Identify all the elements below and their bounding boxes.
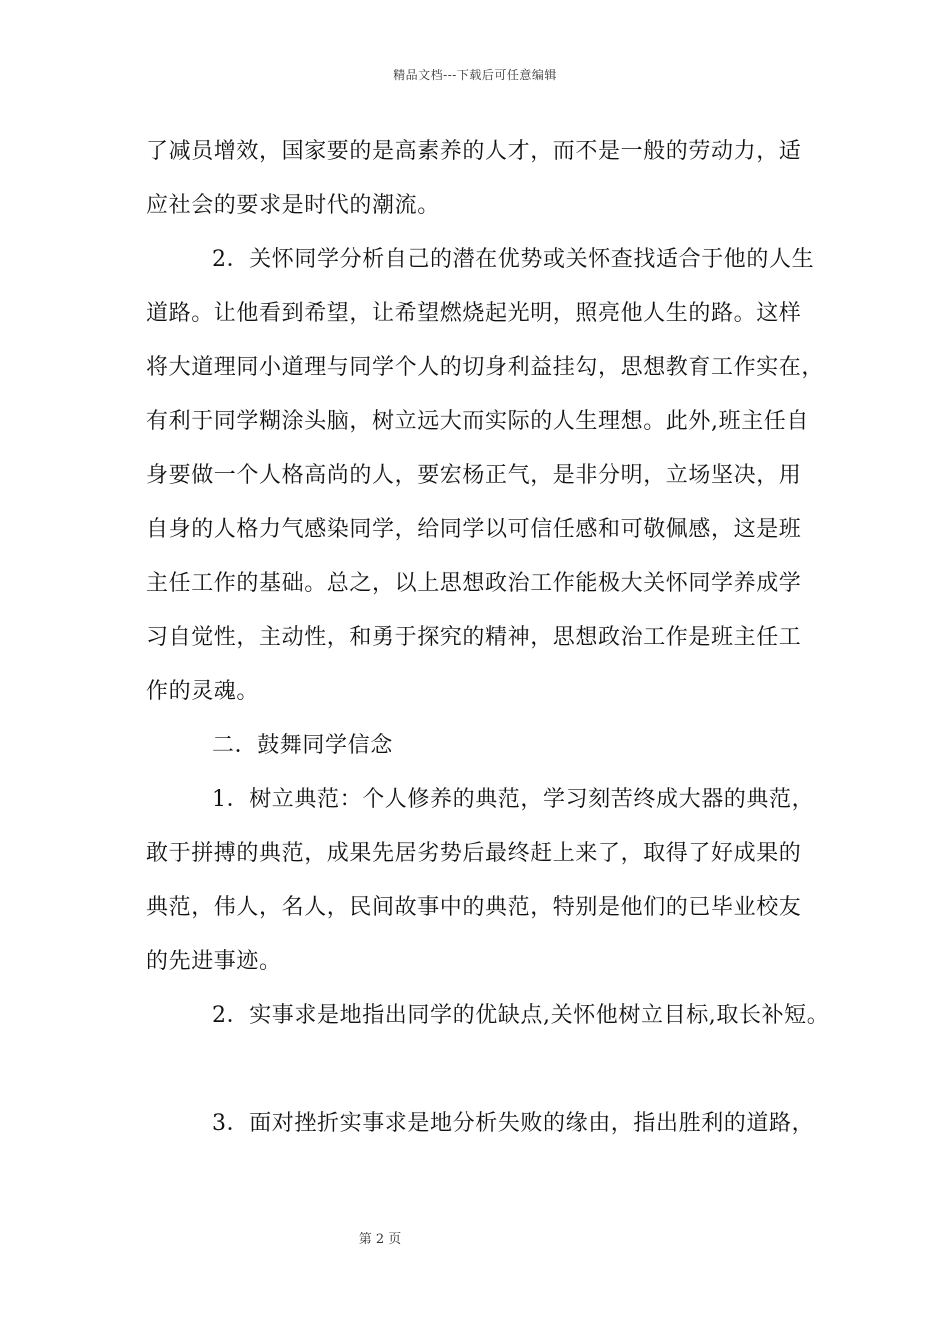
paragraph-line: 敢于拼搏的典范，成果先居劣势后最终赶上来了，取得了好成果的 <box>146 841 802 866</box>
paragraph-line: 身要做一个人格高尚的人，要宏杨正气，是非分明，立场坚决，用 <box>146 463 802 488</box>
paragraph-line: 3．面对挫折实事求是地分析失败的缘由，指出胜利的道路， <box>212 1111 815 1136</box>
paragraph-line: 的先进事迹。 <box>146 949 282 974</box>
paragraph-line: 2．实事求是地指出同学的优缺点,关怀他树立目标,取长补短。 <box>212 1003 830 1028</box>
paragraph-line: 将大道理同小道理与同学个人的切身利益挂勾，思想教育工作实在， <box>146 355 825 380</box>
paragraph-line: 自身的人格力气感染同学，给同学以可信任感和可敬佩感，这是班 <box>146 517 802 542</box>
paragraph-line: 1．树立典范：个人修养的典范，学习刻苦终成大器的典范， <box>212 787 815 812</box>
paragraph-line: 作的灵魂。 <box>146 679 260 704</box>
body-text <box>146 132 830 1158</box>
paragraph-line: 主任工作的基础。总之，以上思想政治工作能极大关怀同学养成学 <box>146 571 802 596</box>
paragraph-line: 有利于同学糊涂头脑，树立远大而实际的人生理想。此外,班主任自 <box>146 409 809 434</box>
paragraph-line: 道路。让他看到希望，让希望燃烧起光明，照亮他人生的路。这样 <box>146 301 802 326</box>
section-heading: 二．鼓舞同学信念 <box>212 733 393 758</box>
paragraph-line: 习自觉性，主动性，和勇于探究的精神，思想政治工作是班主任工 <box>146 625 802 650</box>
page-header: 精品文档---下载后可任意编辑 <box>393 68 557 82</box>
page-footer: 第 2 页 <box>358 1232 402 1247</box>
paragraph-line: 典范，伟人，名人，民间故事中的典范，特别是他们的已毕业校友 <box>146 895 802 920</box>
paragraph-line: 应社会的要求是时代的潮流。 <box>146 193 440 218</box>
paragraph-line: 了减员增效，国家要的是高素养的人才，而不是一般的劳动力，适 <box>146 139 802 164</box>
paragraph-line: 2．关怀同学分析自己的潜在优势或关怀查找适合于他的人生 <box>212 247 815 272</box>
blank-line <box>146 1050 811 1104</box>
